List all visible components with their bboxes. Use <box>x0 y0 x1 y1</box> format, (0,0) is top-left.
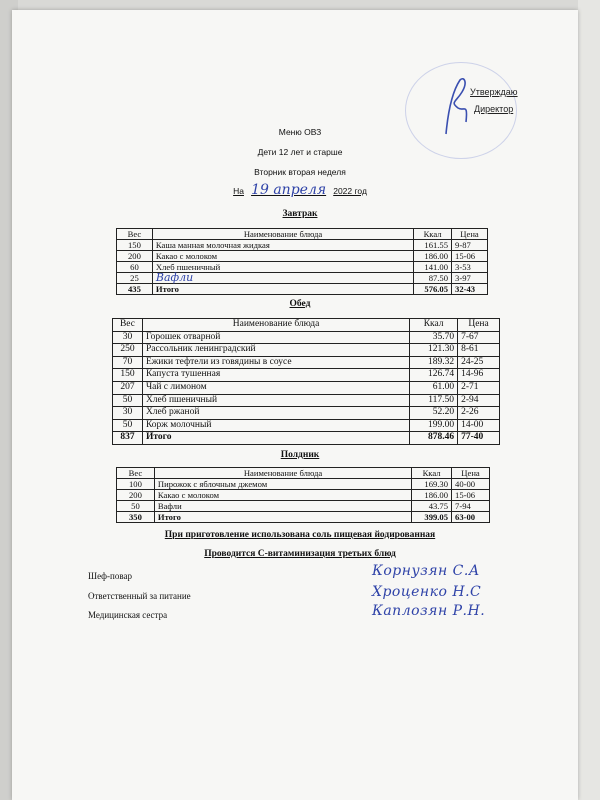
day-label: Вторник вторая неделя <box>254 167 346 177</box>
total-kcal: 878.46 <box>410 432 458 445</box>
dish-cell: Каша манная молочная жидкая <box>152 240 413 251</box>
table-row <box>117 501 490 512</box>
kcal-cell: 161.55 <box>414 240 452 251</box>
lunch-table <box>112 318 500 445</box>
kcal-cell: 121.30 <box>410 344 458 357</box>
column-header: Цена <box>452 229 488 240</box>
kcal-cell: 52.20 <box>410 407 458 420</box>
total-kcal: 576.05 <box>414 284 452 295</box>
weight-cell: 60 <box>117 262 153 273</box>
date-handwritten: 19 апреля <box>251 182 327 198</box>
weight-cell: 30 <box>113 331 143 344</box>
kcal-cell: 186.00 <box>412 490 452 501</box>
table-row <box>117 479 490 490</box>
snack-table <box>116 467 490 523</box>
date-suffix: 2022 год <box>333 186 367 196</box>
table-row <box>113 381 500 394</box>
vitamin-note: Проводится С-витаминизация третьих блюд <box>204 549 396 559</box>
dish-cell: Какао с молоком <box>152 251 413 262</box>
total-price: 32-43 <box>452 284 488 295</box>
weight-cell: 50 <box>117 501 155 512</box>
table-header-row <box>113 319 500 332</box>
age-group: Дети 12 лет и старше <box>257 147 343 157</box>
total-weight: 435 <box>117 284 153 295</box>
weight-cell: 25 <box>117 273 153 284</box>
price-cell: 8-61 <box>458 344 500 357</box>
kcal-cell: 87.50 <box>414 273 452 284</box>
column-header: Вес <box>113 319 143 332</box>
weight-cell: 200 <box>117 490 155 501</box>
column-header: Цена <box>452 468 490 479</box>
dish-cell: Корж молочный <box>142 419 409 432</box>
background-right <box>578 0 600 800</box>
column-header: Наименование блюда <box>154 468 411 479</box>
column-header: Ккал <box>412 468 452 479</box>
breakfast-title: Завтрак <box>282 209 318 219</box>
column-header: Наименование блюда <box>142 319 409 332</box>
weight-cell: 150 <box>113 369 143 382</box>
price-cell: 3-53 <box>452 262 488 273</box>
total-weight: 350 <box>117 512 155 523</box>
chef-signature: Корнузян С.А <box>372 563 480 579</box>
weight-cell: 200 <box>117 251 153 262</box>
dish-cell: Хлеб пшеничный <box>152 262 413 273</box>
dish-cell <box>152 273 413 284</box>
column-header: Ккал <box>414 229 452 240</box>
weight-cell: 100 <box>117 479 155 490</box>
price-cell: 3-97 <box>452 273 488 284</box>
table-row <box>113 369 500 382</box>
price-cell: 40-00 <box>452 479 490 490</box>
table-row <box>113 331 500 344</box>
total-kcal: 399.05 <box>412 512 452 523</box>
price-cell: 9-87 <box>452 240 488 251</box>
total-label: Итого <box>154 512 411 523</box>
dish-cell: Вафли <box>154 501 411 512</box>
table-row <box>113 344 500 357</box>
kcal-cell: 189.32 <box>410 356 458 369</box>
dish-cell: Пирожок с яблочным джемом <box>154 479 411 490</box>
nurse-signature: Каплозян Р.Н. <box>372 603 486 619</box>
kcal-cell: 199.00 <box>410 419 458 432</box>
weight-cell: 250 <box>113 344 143 357</box>
table-total-row <box>113 432 500 445</box>
table-row <box>117 240 488 251</box>
table-header-row <box>117 229 488 240</box>
price-cell: 2-71 <box>458 381 500 394</box>
table-row <box>117 273 488 284</box>
food-responsible-role: Ответственный за питание <box>88 591 191 601</box>
column-header: Цена <box>458 319 500 332</box>
document-title: Меню ОВЗ <box>278 127 322 137</box>
salt-note: При приготовление использована соль пищевая йодированная <box>164 530 436 540</box>
column-header: Вес <box>117 229 153 240</box>
table-row <box>113 394 500 407</box>
total-price: 77-40 <box>458 432 500 445</box>
weight-cell: 50 <box>113 419 143 432</box>
kcal-cell: 186.00 <box>414 251 452 262</box>
weight-cell: 150 <box>117 240 153 251</box>
price-cell: 7-67 <box>458 331 500 344</box>
dish-cell: Горошек отварной <box>142 331 409 344</box>
approval-role: Директор <box>474 104 514 114</box>
dish-cell: Капуста тушенная <box>142 369 409 382</box>
kcal-cell: 43.75 <box>412 501 452 512</box>
column-header: Ккал <box>410 319 458 332</box>
total-weight: 837 <box>113 432 143 445</box>
breakfast-table <box>116 228 488 295</box>
price-cell: 2-26 <box>458 407 500 420</box>
price-cell: 15-06 <box>452 251 488 262</box>
table-total-row <box>117 512 490 523</box>
chef-role: Шеф-повар <box>88 571 132 581</box>
dish-cell: Рассольник ленинградский <box>142 344 409 357</box>
column-header: Вес <box>117 468 155 479</box>
dish-cell: Какао с молоком <box>154 490 411 501</box>
date-prefix: На <box>233 186 244 196</box>
table-total-row <box>117 284 488 295</box>
table-row <box>117 490 490 501</box>
approval-title: Утверждаю <box>470 87 518 97</box>
food-responsible-signature: Хроценко Н.С <box>372 584 482 600</box>
weight-cell: 50 <box>113 394 143 407</box>
total-price: 63-00 <box>452 512 490 523</box>
dish-cell: Хлеб ржаной <box>142 407 409 420</box>
dish-cell: Ежики тефтели из говядины в соусе <box>142 356 409 369</box>
table-row <box>113 407 500 420</box>
kcal-cell: 126.74 <box>410 369 458 382</box>
price-cell: 7-94 <box>452 501 490 512</box>
kcal-cell: 61.00 <box>410 381 458 394</box>
price-cell: 24-25 <box>458 356 500 369</box>
column-header: Наименование блюда <box>152 229 413 240</box>
kcal-cell: 35.70 <box>410 331 458 344</box>
table-row <box>113 419 500 432</box>
price-cell: 14-00 <box>458 419 500 432</box>
price-cell: 14-96 <box>458 369 500 382</box>
dish-cell: Хлеб пшеничный <box>142 394 409 407</box>
handwritten-dish: Вафли <box>155 271 194 284</box>
weight-cell: 207 <box>113 381 143 394</box>
table-row <box>117 251 488 262</box>
price-cell: 15-06 <box>452 490 490 501</box>
table-header-row <box>117 468 490 479</box>
total-label: Итого <box>142 432 409 445</box>
lunch-title: Обед <box>289 299 311 309</box>
weight-cell: 70 <box>113 356 143 369</box>
dish-cell: Чай с лимоном <box>142 381 409 394</box>
snack-title: Полдник <box>280 450 320 460</box>
weight-cell: 30 <box>113 407 143 420</box>
price-cell: 2-94 <box>458 394 500 407</box>
kcal-cell: 169.30 <box>412 479 452 490</box>
table-row <box>113 356 500 369</box>
nurse-role: Медицинская сестра <box>88 610 168 620</box>
date-line <box>0 182 600 198</box>
total-label: Итого <box>152 284 413 295</box>
kcal-cell: 141.00 <box>414 262 452 273</box>
kcal-cell: 117.50 <box>410 394 458 407</box>
